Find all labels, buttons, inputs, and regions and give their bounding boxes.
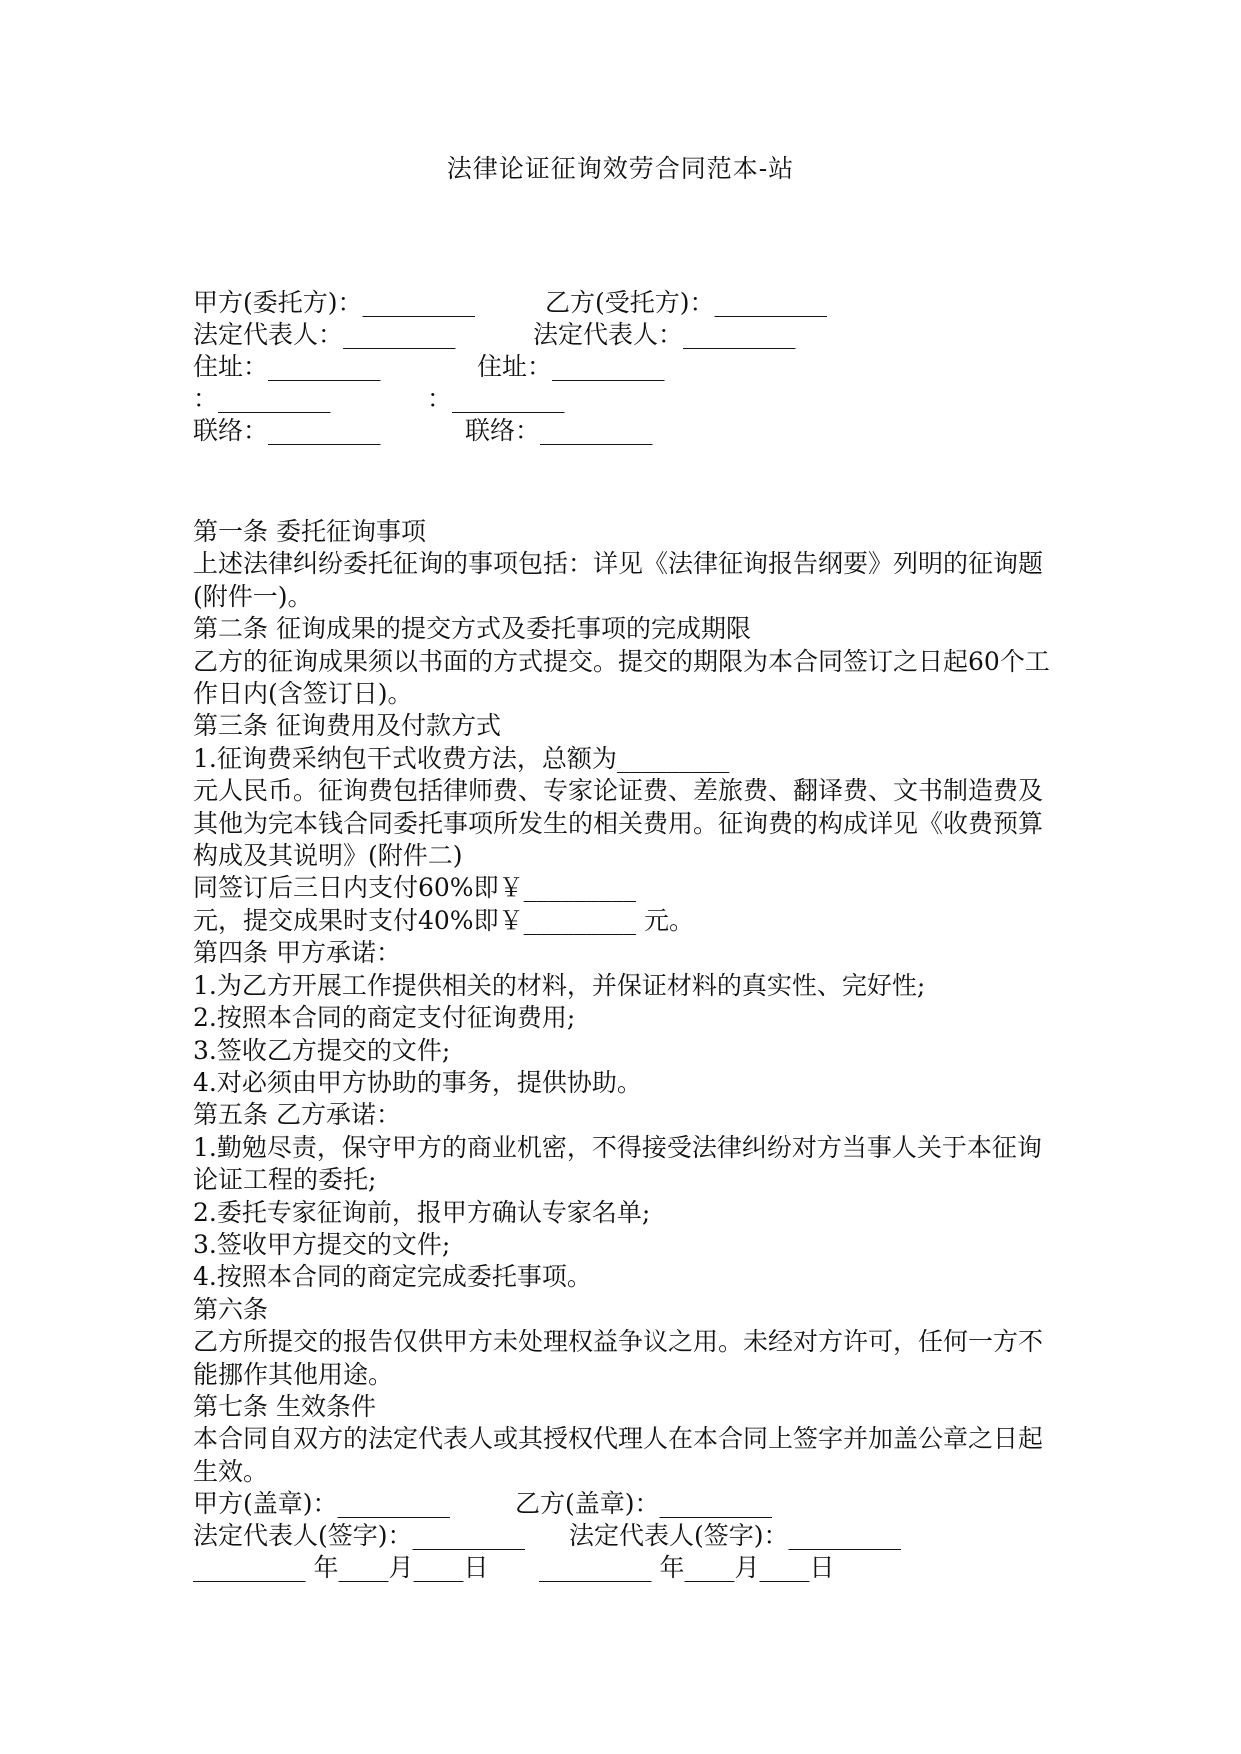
article-5-item-4: 4.按照本合同的商定完成委托事项。 [193,1262,592,1292]
article-3-fee-details: 元人民币。征询费包括律师费、专家论证费、差旅费、翻译费、文书制造费及其他为完本钱合同委托事项所发生的相关费用。征询费的构成详见《收费预算构成及其说明》(附件二) [193,776,1044,871]
article-3-payment-1: 同签订后三日内支付60%即￥_________ [193,873,637,903]
article-1-text: 上述法律纠纷委托征询的事项包括：详见《法律征询报告纲要》列明的征询题(附件一)。 [193,549,1044,611]
party-b-signature: 法定代表人(签字)：_________ [569,1521,902,1550]
article-4-item-1: 1.为乙方开展工作提供相关的材料，并保证材料的真实性、完好性; [193,970,926,1000]
party-a-signature: 法定代表人(签字)：_________ [193,1521,526,1550]
article-4-heading: 第四条 甲方承诺： [193,938,401,968]
article-5-item-3: 3.签收甲方提交的文件; [193,1229,451,1259]
party-b-date: _________ 年____月____日 [539,1553,835,1582]
party-b-name: 乙方(受托方)：_________ [545,288,828,317]
article-1-heading: 第一条 委托征询事项 [193,517,426,546]
article-4-item-3: 3.签收乙方提交的文件; [193,1035,451,1065]
party-a-contact: 联络：_________ [193,416,381,445]
party-a-date: _________ 年____月____日 [193,1553,489,1582]
article-7-text: 本合同自双方的法定代表人或其授权代理人在本合同上签字并加盖公章之日起生效。 [193,1424,1044,1486]
article-5-item-1: 1.勤勉尽责，保守甲方的商业机密，不得接受法律纠纷对方当事人关于本征询论证工程的委托; [193,1132,1042,1195]
article-6-heading: 第六条 [193,1294,269,1324]
party-b-contact: 联络：_________ [465,416,653,445]
article-5-item-2: 2.委托专家征询前，报甲方确认专家名单; [193,1197,651,1227]
article-4-item-4: 4.对必须由甲方协助的事务，提供协助。 [193,1067,642,1097]
party-b-representative: 法定代表人：_________ [533,320,796,349]
party-b-blank-field: ：_________ [427,384,565,413]
contract-body [193,516,1053,1488]
party-b-seal: 乙方(盖章)：_________ [515,1489,773,1518]
article-3-payment-2: 元，提交成果时支付40%即￥_________ 元。 [193,905,695,935]
party-a-representative: 法定代表人：_________ [193,320,456,349]
party-a-seal: 甲方(盖章)：_________ [193,1489,451,1518]
article-6-text: 乙方所提交的报告仅供甲方未处理权益争议之用。未经对方许可，任何一方不能挪作其他用途。 [193,1327,1044,1389]
article-2-text: 乙方的征询成果须以书面的方式提交。提交的期限为本合同签订之日起60个工作日内(含签订日)。 [193,646,1050,709]
article-3-heading: 第三条 征询费用及付款方式 [193,711,501,741]
article-5-heading: 第五条 乙方承诺： [193,1100,401,1130]
document-title: 法律论证征询效劳合同范本-站 [446,154,795,183]
article-7-heading: 第七条 生效条件 [193,1391,376,1421]
party-b-address: 住址：_________ [477,352,665,381]
party-a-address: 住址：_________ [193,352,381,381]
article-3-item-1: 1.征询费采纳包干式收费方法，总额为_________ [193,743,730,773]
party-a-name: 甲方(委托方)：_________ [193,288,476,317]
article-4-item-2: 2.按照本合同的商定支付征询费用; [193,1003,576,1033]
article-2-heading: 第二条 征询成果的提交方式及委托事项的完成期限 [193,614,751,644]
party-a-blank-field: ：_________ [193,384,331,413]
